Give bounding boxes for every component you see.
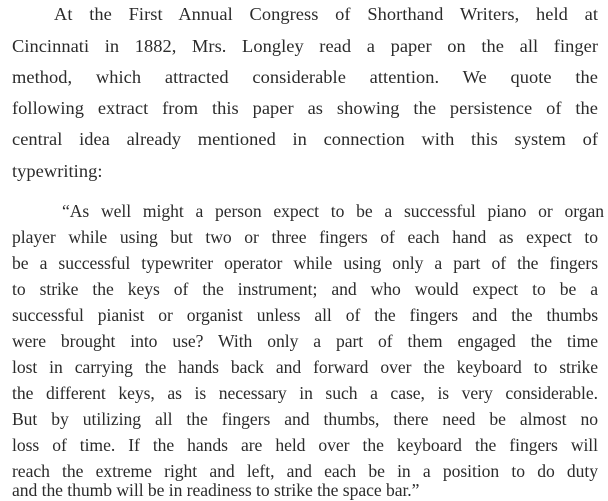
paragraph-2-line-9: But by utilizing all the fingers and thumbs, there need be almost no xyxy=(12,409,598,429)
paragraph-2-line-1: “As well might a person expect to be a successful piano or organ xyxy=(62,201,604,221)
paragraph-2-line-7: lost in carrying the hands back and forward over the keyboard to strike xyxy=(12,357,598,377)
paragraph-2-line-2: player while using but two or three fingers of each hand as expect to xyxy=(12,227,598,247)
paragraph-1-line-6: typewriting: xyxy=(12,161,103,181)
paragraph-2-line-3: be a successful typewriter operator while using only a part of the fingers xyxy=(12,253,598,273)
paragraph-1-line-5: central idea already mentioned in connection with this system of xyxy=(12,129,598,149)
paragraph-1-line-4: following extract from this paper as showing the persistence of the xyxy=(12,98,598,118)
paragraph-2-line-11: reach the extreme right and left, and each be in a position to do duty xyxy=(12,461,598,481)
paragraph-2-line-10: loss of time. If the hands are held over the keyboard the fingers will xyxy=(12,435,598,455)
paragraph-1-line-1: At the First Annual Congress of Shorthand Writers, held at xyxy=(54,4,598,24)
paragraph-2-line-12: and the thumb will be in readiness to strike the space bar.” xyxy=(12,480,420,500)
paragraph-2-line-6: were brought into use? With only a part of them engaged the time xyxy=(12,331,598,351)
paragraph-2-line-4: to strike the keys of the instrument; and who would expect to be a xyxy=(12,279,598,299)
paragraph-1-line-2: Cincinnati in 1882, Mrs. Longley read a paper on the all finger xyxy=(12,36,598,56)
paragraph-2-line-8: the different keys, as is necessary in such a case, is very considerable. xyxy=(12,383,598,403)
paragraph-1-line-3: method, which attracted considerable attention. We quote the xyxy=(12,67,598,87)
paragraph-2-line-5: successful pianist or organist unless all of the fingers and the thumbs xyxy=(12,305,598,325)
